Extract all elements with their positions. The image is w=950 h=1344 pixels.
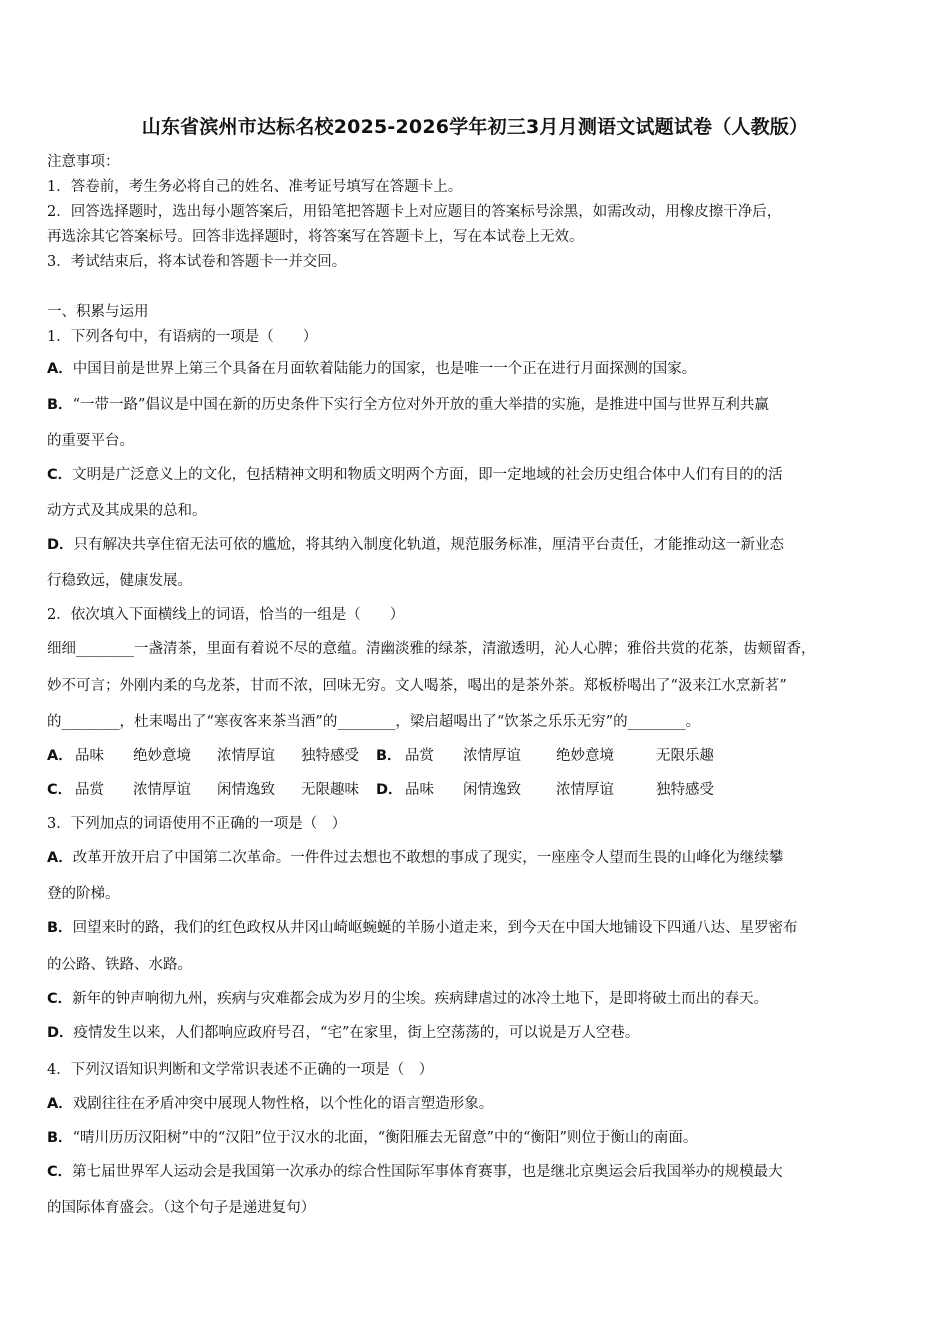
passage-line: 妙不可言；外刚内柔的乌龙茶，甘而不浓，回味无穷。文人喝茶，喝出的是茶外茶。郑板桥喝出了“汲来江水烹新茗” — [47, 678, 787, 694]
option-text-continued: 动方式及其成果的总和。 — [47, 503, 207, 519]
notice-item: 1．答卷前，考生务必将自己的姓名、准考证号填写在答题卡上。 — [47, 179, 463, 195]
option-text-continued: 的公路、铁路、水路。 — [47, 957, 192, 973]
option-label: D． — [47, 537, 74, 553]
option-word: 绝妙意境 — [133, 748, 191, 764]
option-b — [47, 918, 798, 938]
option-word: 浓情厚谊 — [133, 782, 191, 798]
option-text: 疫情发生以来，人们都响应政府号召，“宅”在家里，街上空荡荡的，可以说是万人空巷。 — [73, 1025, 640, 1041]
option-text-continued: 的国际体育盛会。（这个句子是递进复句） — [47, 1200, 316, 1216]
option-text: 戏剧往往在矛盾冲突中展现人物性格，以个性化的语言塑造形象。 — [72, 1096, 494, 1112]
page-title: 山东省滨州市达标名校2025-2026学年初三3月月测语文试题试卷（人教版） — [141, 116, 809, 138]
option-text: 改革开放开启了中国第二次革命。一件件过去想也不敢想的事成了现实，一座座令人望而生畏的山峰化为继续攀 — [72, 850, 784, 866]
option-label: D． — [47, 1025, 74, 1041]
option-text: “一带一路”倡议是中国在新的历史条件下实行全方位对外开放的重大举措的实施，是推进中国与世界互利共赢 — [72, 397, 769, 413]
option-label: A． — [47, 1096, 73, 1112]
option-word: 品赏 — [75, 782, 104, 798]
option-a — [47, 848, 783, 868]
option-c — [47, 989, 768, 1009]
option-text: 第七届世界军人运动会是我国第一次承办的综合性国际军事体育赛事，也是继北京奥运会后我国举办的规模最大 — [72, 1164, 783, 1180]
question-stem: 3．下列加点的词语使用不正确的一项是（ ） — [47, 816, 347, 832]
option-text: “晴川历历汉阳树”中的“汉阳”位于汉水的北面，“衡阳雁去无留意”中的“衡阳”则位于衡山的南面。 — [72, 1130, 698, 1146]
option-word: 品味 — [405, 782, 434, 798]
option-c — [47, 1162, 783, 1182]
option-text-continued: 行稳致远，健康发展。 — [47, 573, 192, 589]
option-word: 浓情厚谊 — [217, 748, 275, 764]
passage-line: 细细________一盏清茶，里面有着说不尽的意蕴。清幽淡雅的绿茶，清澈透明，沁人心脾；雅俗共赏的花茶，齿颊留香， — [47, 641, 816, 657]
option-label: B． — [47, 920, 73, 936]
option-word: 独特感受 — [301, 748, 359, 764]
question-stem: 2．依次填入下面横线上的词语，恰当的一组是（ ） — [47, 607, 405, 623]
notice-item: 3．考试结束后，将本试卷和答题卡一并交回。 — [47, 254, 347, 270]
option-word: 浓情厚谊 — [556, 782, 614, 798]
option-text: 中国目前是世界上第三个具备在月面软着陆能力的国家，也是唯一一个正在进行月面探测的国家。 — [72, 361, 697, 377]
option-word: 闲情逸致 — [463, 782, 521, 798]
option-label: D． — [376, 782, 403, 798]
option-text: 新年的钟声响彻九州，疾病与灾难都会成为岁月的尘埃。疾病肆虐过的冰冷土地下，是即将破土而出的春天。 — [72, 991, 769, 1007]
section-heading: 一、积累与运用 — [47, 304, 149, 320]
option-word: 无限趣味 — [301, 782, 359, 798]
option-text: 文明是广泛意义上的文化，包括精神文明和物质文明两个方面，即一定地域的社会历史组合体中人们有目的的活 — [72, 467, 783, 483]
option-d — [47, 535, 784, 555]
option-word: 独特感受 — [656, 782, 714, 798]
passage-line: 的________，杜耒喝出了“寒夜客来茶当酒”的________，梁启超喝出了“饮茶之乐乐无穷”的________。 — [47, 714, 701, 730]
notice-heading: 注意事项： — [47, 154, 120, 170]
option-label: C． — [47, 782, 73, 798]
option-text-continued: 登的阶梯。 — [47, 886, 120, 902]
option-b — [47, 1128, 697, 1148]
notice-item: 再选涂其它答案标号。回答非选择题时，将答案写在答题卡上，写在本试卷上无效。 — [47, 229, 584, 245]
option-word: 品味 — [75, 748, 104, 764]
option-word: 品赏 — [405, 748, 434, 764]
option-d — [47, 1023, 639, 1043]
option-text-continued: 的重要平台。 — [47, 433, 134, 449]
option-label: A． — [47, 850, 73, 866]
option-c — [47, 465, 783, 485]
option-text: 回望来时的路，我们的红色政权从井冈山崎岖蜿蜒的羊肠小道走来，到今天在中国大地铺设下四通八达、星罗密布 — [72, 920, 798, 936]
option-word: 闲情逸致 — [217, 782, 275, 798]
option-word: 无限乐趣 — [656, 748, 714, 764]
question-stem: 4．下列汉语知识判断和文学常识表述不正确的一项是（ ） — [47, 1062, 434, 1078]
option-label: A． — [47, 361, 73, 377]
option-label: B． — [47, 1130, 73, 1146]
option-label: C． — [47, 1164, 73, 1180]
notice-item: 2．回答选择题时，选出每小题答案后，用铅笔把答题卡上对应题目的答案标号涂黑，如需改动，用橡皮擦干净后， — [47, 204, 782, 220]
option-label: B． — [47, 397, 73, 413]
option-label: A． — [47, 748, 73, 764]
option-label: C． — [47, 991, 73, 1007]
option-word: 浓情厚谊 — [463, 748, 521, 764]
option-label: B． — [376, 748, 402, 764]
option-label: C． — [47, 467, 73, 483]
question-stem: 1．下列各句中，有语病的一项是（ ） — [47, 329, 318, 345]
option-text: 只有解决共享住宿无法可依的尴尬，将其纳入制度化轨道，规范服务标准，厘清平台责任，才能推动这一新业态 — [73, 537, 785, 553]
option-a — [47, 359, 696, 379]
option-a — [47, 1094, 493, 1114]
option-word: 绝妙意境 — [556, 748, 614, 764]
option-b — [47, 395, 769, 415]
